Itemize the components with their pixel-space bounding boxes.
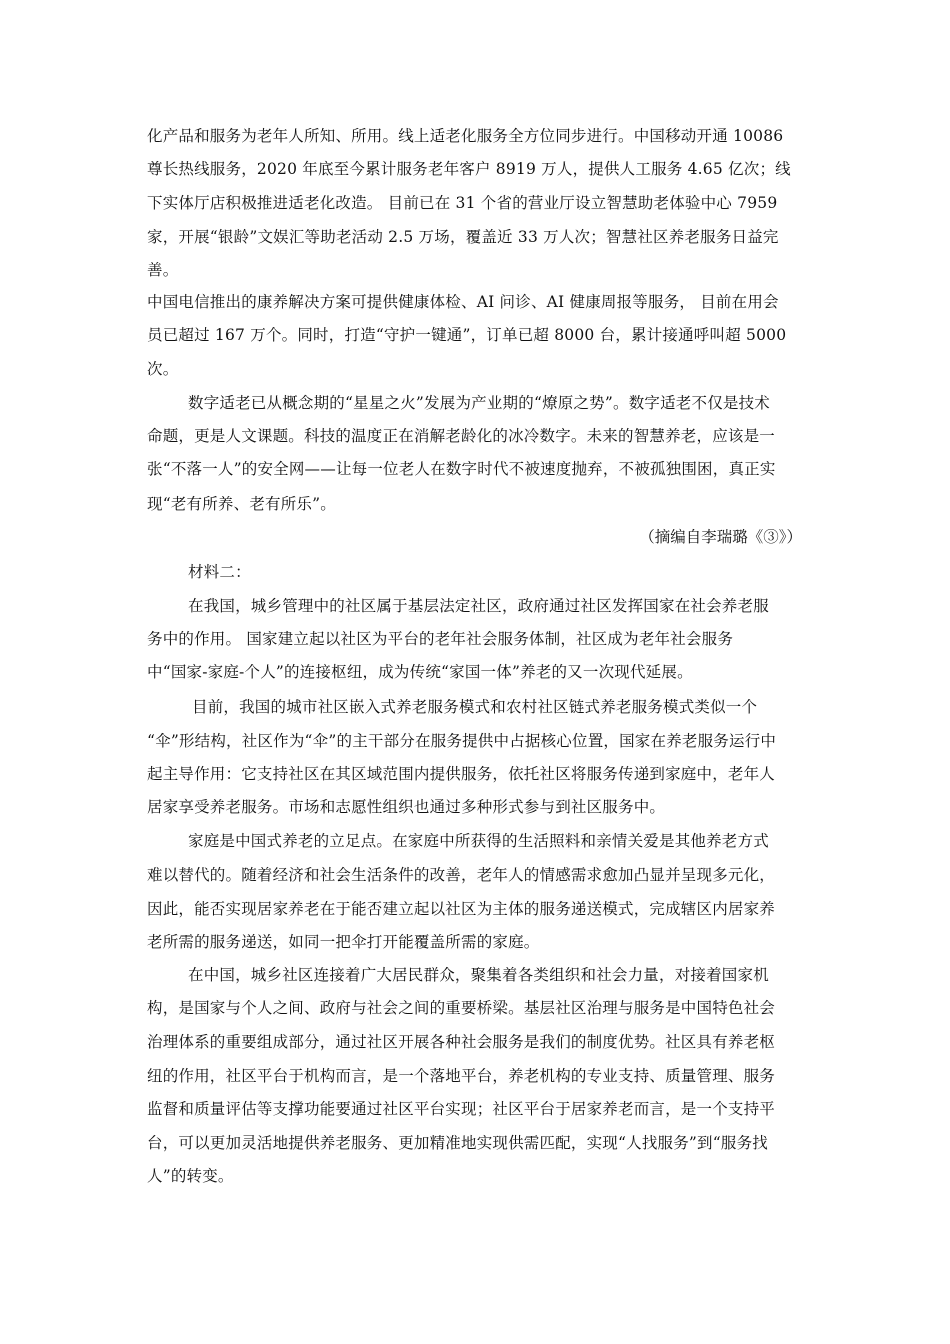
text-line: 在我国，城乡管理中的社区属于基层法定社区，政府通过社区发挥国家在社会养老服 [188, 597, 769, 615]
text-line: 家庭是中国式养老的立足点。在家庭中所获得的生活照料和亲情关爱是其他养老方式 [188, 832, 769, 850]
text-line: 监督和质量评估等支撑功能要通过社区平台实现；社区平台于居家养老而言，是一个支持平 [147, 1100, 776, 1118]
text-line: “伞”形结构，社区作为“伞”的主干部分在服务提供中占据核心位置，国家在养老服务运行中 [147, 732, 777, 750]
source-citation: （摘编自李瑞璐《③》） [639, 528, 802, 546]
text-line: 构，是国家与个人之间、政府与社会之间的重要桥梁。基层社区治理与服务是中国特色社会 [147, 999, 776, 1017]
text-line: 下实体厅店积极推进适老化改造。 目前已在 31 个省的营业厅设立智慧助老体验中心 7959 [147, 194, 778, 212]
text-line: 尊长热线服务，2020 年底至今累计服务老年客户 8919 万人，提供人工服务 4.65 亿次；线 [147, 160, 791, 178]
text-line: 起主导作用：它支持社区在其区域范围内提供服务，依托社区将服务传递到家庭中，老年人 [147, 765, 776, 783]
text-line: 数字适老已从概念期的“星星之火”发展为产业期的“燎原之势”。数字适老不仅是技术 [188, 394, 770, 412]
text-line: 家，开展“银龄”文娱汇等助老活动 2.5 万场，覆盖近 33 万人次；智慧社区养老服务日益完 [147, 228, 779, 246]
text-line: 张“不落一人”的安全网——让每一位老人在数字时代不被速度抛弃，不被孤独围困，真正实 [147, 460, 776, 478]
text-line: 中国电信推出的康养解决方案可提供健康体检、AI 问诊、AI 健康周报等服务， 目前在用会 [147, 293, 779, 311]
text-line: 命题，更是人文课题。科技的温度正在消解老龄化的冰冷数字。未来的智慧养老，应该是一 [147, 427, 776, 445]
text-line: 难以替代的。随着经济和社会生活条件的改善，老年人的情感需求愈加凸显并呈现多元化， [147, 866, 776, 884]
text-line: 中“国家-家庭-个人”的连接枢纽，成为传统“家国一体”养老的又一次现代延展。 [147, 663, 693, 681]
section-heading: 材料二： [188, 563, 251, 581]
text-line: 化产品和服务为老年人所知、所用。线上适老化服务全方位同步进行。中国移动开通 10086 [147, 127, 784, 145]
text-line: 务中的作用。 国家建立起以社区为平台的老年社会服务体制，社区成为老年社会服务 [147, 630, 734, 648]
text-line: 老所需的服务递送，如同一把伞打开能覆盖所需的家庭。 [147, 933, 540, 951]
text-line: 因此，能否实现居家养老在于能否建立起以社区为主体的服务递送模式，完成辖区内居家养 [147, 900, 776, 918]
text-line: 居家享受养老服务。市场和志愿性组织也通过多种形式参与到社区服务中。 [147, 798, 666, 816]
text-line: 治理体系的重要组成部分，通过社区开展各种社会服务是我们的制度优势。社区具有养老枢 [147, 1033, 776, 1051]
text-line: 纽的作用，社区平台于机构而言，是一个落地平台，养老机构的专业支持、质量管理、服务 [147, 1067, 776, 1085]
text-line: 在中国，城乡社区连接着广大居民群众，聚集着各类组织和社会力量，对接着国家机 [188, 966, 769, 984]
text-line: 目前，我国的城市社区嵌入式养老服务模式和农村社区链式养老服务模式类似一个 [192, 698, 758, 716]
text-line: 人”的转变。 [147, 1167, 234, 1185]
text-line: 现“老有所养、老有所乐”。 [147, 495, 336, 513]
text-line: 台，可以更加灵活地提供养老服务、更加精准地实现供需匹配，实现“人找服务”到“服务找 [147, 1134, 768, 1152]
text-line: 善。 [147, 261, 179, 279]
text-line: 次。 [147, 360, 179, 378]
text-line: 员已超过 167 万个。同时，打造“守护一键通”，订单已超 8000 台，累计接通呼叫超 5000 [147, 326, 787, 344]
